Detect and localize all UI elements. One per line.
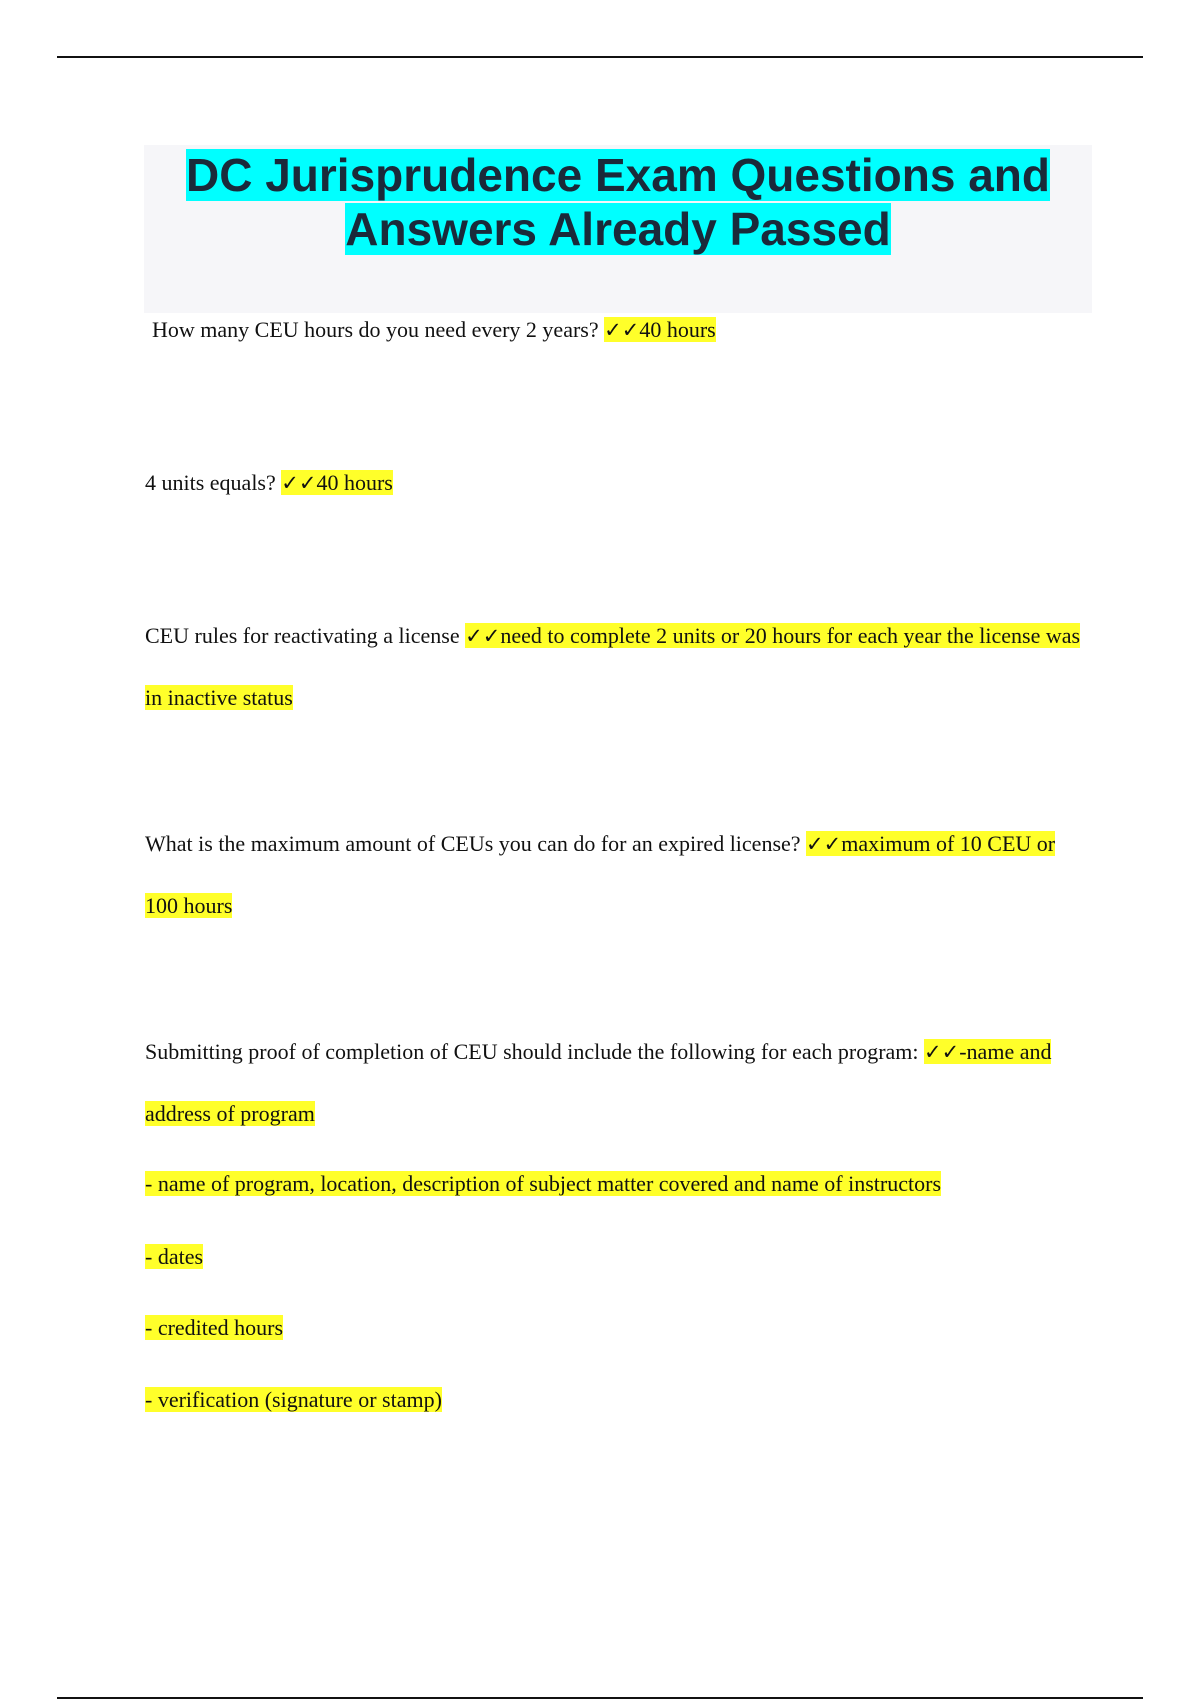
qa-item-5 bbox=[145, 1021, 1085, 1144]
qa-item-1 bbox=[152, 299, 1092, 361]
check-icon: ✓✓ bbox=[465, 624, 501, 648]
proof-item: - dates bbox=[145, 1244, 204, 1269]
question-text: CEU rules for reactivating a license bbox=[145, 623, 460, 648]
answer-highlight bbox=[604, 317, 716, 342]
page-title bbox=[144, 148, 1092, 256]
qa-item-2 bbox=[145, 452, 1085, 514]
qa-item-4 bbox=[145, 813, 1085, 936]
qa-item-3 bbox=[145, 605, 1085, 728]
question-text: How many CEU hours do you need every 2 years? bbox=[152, 317, 599, 342]
question-text: What is the maximum amount of CEUs you can do for an expired license? bbox=[145, 831, 801, 856]
bottom-rule bbox=[57, 1697, 1143, 1699]
top-rule bbox=[57, 56, 1143, 58]
question-text: 4 units equals? bbox=[145, 470, 276, 495]
title-line-1: DC Jurisprudence Exam Questions and bbox=[185, 149, 1050, 201]
proof-item: - credited hours bbox=[145, 1315, 284, 1340]
question-text: Submitting proof of completion of CEU should include the following for each program: bbox=[145, 1039, 919, 1064]
answer-text: need to complete 2 units or 20 hours for each year the license was in inactive status bbox=[145, 623, 1081, 710]
answer-text: 40 hours bbox=[639, 317, 716, 342]
answer-highlight bbox=[281, 470, 393, 495]
answer-text: maximum of 10 CEU or 100 hours bbox=[145, 831, 1056, 918]
answer-text: -name and address of program bbox=[145, 1039, 1052, 1126]
check-icon: ✓✓ bbox=[924, 1040, 960, 1064]
proof-item: - verification (signature or stamp) bbox=[145, 1387, 442, 1412]
title-line-2: Answers Already Passed bbox=[345, 203, 891, 255]
check-icon: ✓✓ bbox=[806, 832, 842, 856]
check-icon: ✓✓ bbox=[281, 471, 317, 495]
answer-text: 40 hours bbox=[316, 470, 393, 495]
check-icon: ✓✓ bbox=[604, 318, 640, 342]
proof-item: - name of program, location, description of subject matter covered and name of instructors bbox=[145, 1171, 942, 1196]
